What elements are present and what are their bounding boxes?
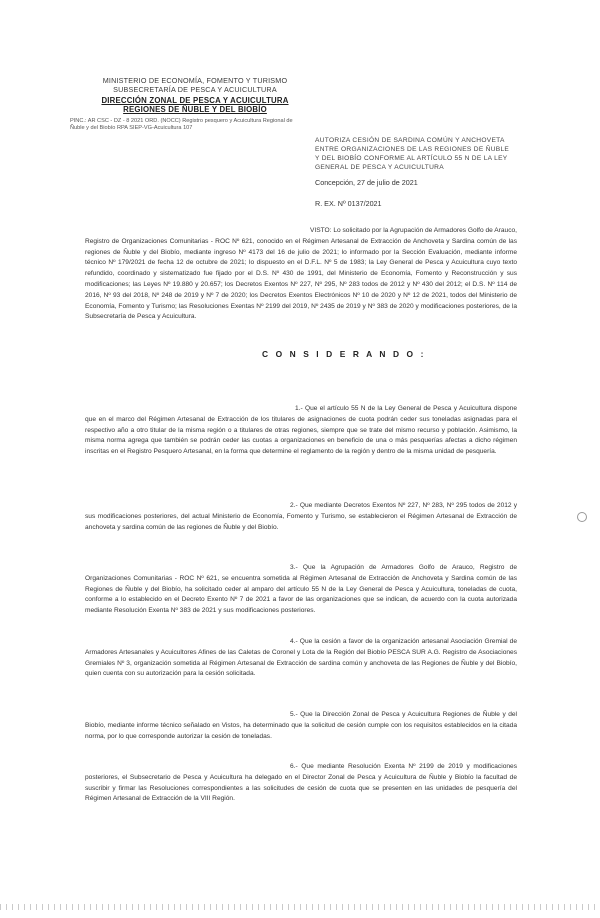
considerando-item-4: 4.- Que la cesión a favor de la organización artesanal Asociación Gremial de Armadores Artesanales y Acuicultores Afines de las Caletas de Coronel y Lota de la Región del Biobío PESCA SUR A.G. Registro de Asociaciones Gremiales Nº 3, organización sometida al Régimen Artesanal de Extracción de sardina común y anchoveta de las Regiones de Ñuble y del Biobío, quien cuenta con su autorización para la cesión solicitada.	[85, 638, 517, 678]
considerando-item-5: 5.- Que la Dirección Zonal de Pesca y Acuicultura Regiones de Ñuble y del Biobío, mediante informe técnico señalado en Vistos, ha determinado que la solicitud de cesión cumple con los requisitos establecidos en la citada norma, por lo que corresponde autorizar la cesión de toneladas.	[85, 711, 517, 740]
reference-line: PINC.: AR CSC - DZ - 8 2021 ORD. (NOCC) Registro pesquero y Acuicultura Regional de Ñuble y del Biobío RPA SIEP-VG-Acuicultura 107	[70, 118, 293, 131]
scan-artifact	[0, 904, 600, 910]
considerando-heading: C O N S I D E R A N D O :	[262, 349, 426, 359]
place-date: Concepción, 27 de julio de 2021	[315, 178, 418, 187]
subsecretariat-name: SUBSECRETARÍA DE PESCA Y ACUICULTURA	[113, 85, 277, 94]
regions-name: REGIONES DE ÑUBLE Y DEL BIOBÍO	[123, 105, 267, 114]
considerando-item-6: 6.- Que mediante Resolución Exenta Nº 2199 de 2019 y modificaciones posteriores, el Subsecretario de Pesca y Acuicultura ha delegado en el Director Zonal de Pesca y Acuicultura de Ñuble y Biobío la facultad de suscribir y firmar las Resoluciones correspondientes a las solicitudes de cesión de cuota que se presenten en las unidades de pesquería del Régimen Artesanal de Extracción de la VIII Región.	[85, 763, 517, 803]
visto-paragraph: VISTO: Lo solicitado por la Agrupación de Armadores Golfo de Arauco, Registro de Organizaciones Comunitarias - ROC Nº 621, conocido en el Régimen Artesanal de Extracción de Anchoveta y Sardina común de las regiones de Ñuble y del Biobío, mediante ingreso Nº 4173 del 16 de julio de 2021; lo informado por la Sección Evaluación, mediante informe técnico Nº 179/2021 de fecha 12 de octubre de 2021; lo dispuesto en el D.F.L. Nº 5 de 1983; la Ley General de Pesca y Acuicultura cuyo texto refundido, coordinado y sistematizado fue fijado por el D.S. Nº 430 de 1991, del Ministerio de Economía, Fomento y Reconstrucción y sus modificaciones; las Leyes Nº 19.880 y 20.657; los Decretos Exentos Nº 227, Nº 295, Nº 283 todos de 2012 y Nº 430 del 2012; el D.S. Nº 114 de 2016, Nº 93 del 2018, Nº 248 de 2019 y Nº 7 de 2020; los Decretos Exentos Electrónicos Nº 10 de 2020 y Nº 12 de 2021, todos del Ministerio de Economía, Fomento y Turismo; las Resoluciones Exentas Nº 2199 del 2019, Nº 2435 de 2019 y Nº 383 de 2020 y modificaciones posteriores, de la Subsecretaría de Pesca y Acuicultura.	[85, 227, 517, 321]
ministry-name: MINISTERIO DE ECONOMÍA, FOMENTO Y TURISMO	[102, 76, 288, 85]
considerando-item-3: 3.- Que la Agrupación de Armadores Golfo de Arauco, Registro de Organizaciones Comunitarias - ROC Nº 621, se encuentra sometida al Régimen Artesanal de Extracción de Anchoveta y Sardina común de las Regiones de Ñuble y del Biobío, ha solicitado ceder al amparo del artículo 55 N de la Ley General de Pesca y Acuicultura, toneladas de cuota, conforme a lo establecido en el Decreto Exento Nº 7 de 2021 a favor de las organizaciones que se indican, de acuerdo con la cuota autorizada mediante Resolución Exenta Nº 383 de 2021 y sus modificaciones posteriores.	[85, 564, 517, 615]
considerando-item-2: 2.- Que mediante Decretos Exentos Nº 227, Nº 283, Nº 295 todos de 2012 y sus modificaciones posteriores, del actual Ministerio de Economía, Fomento y Turismo, se establecieron el Régimen Artesanal de Extracción de anchoveta y sardina común de las regiones de Ñuble y del Biobío.	[85, 502, 517, 531]
letterhead	[90, 76, 300, 114]
subject-heading: AUTORIZA CESIÓN DE SARDINA COMÚN Y ANCHOVETA ENTRE ORGANIZACIONES DE LAS REGIONES DE ÑUBLE Y DEL BIOBÍO CONFORME AL ARTÍCULO 55 N DE LA LEY GENERAL DE PESCA Y ACUICULTURA	[315, 137, 510, 171]
margin-mark	[577, 512, 587, 522]
considerando-item-1: 1.- Que el artículo 55 N de la Ley General de Pesca y Acuicultura dispone que en el marco del Régimen Artesanal de Extracción de los titulares de asignaciones de cuota podrán ceder sus toneladas asignadas para el respectivo año a otro titular de la misma región o a titulares de otras regiones, siempre que se trate del mismo recurso y población. Asimismo, la misma norma agrega que también se podrán ceder las cuotas a organizaciones en beneficio de una o más pesquerías afectas a dicho régimen inscritas en el Registro Pesquero Artesanal, en la forma que determine el reglamento de la región y dentro de la misma unidad de pesquería.	[85, 405, 517, 456]
directorate-name: DIRECCIÓN ZONAL DE PESCA Y ACUICULTURA	[101, 96, 289, 105]
resolution-number: R. EX. Nº 0137/2021	[315, 199, 382, 208]
